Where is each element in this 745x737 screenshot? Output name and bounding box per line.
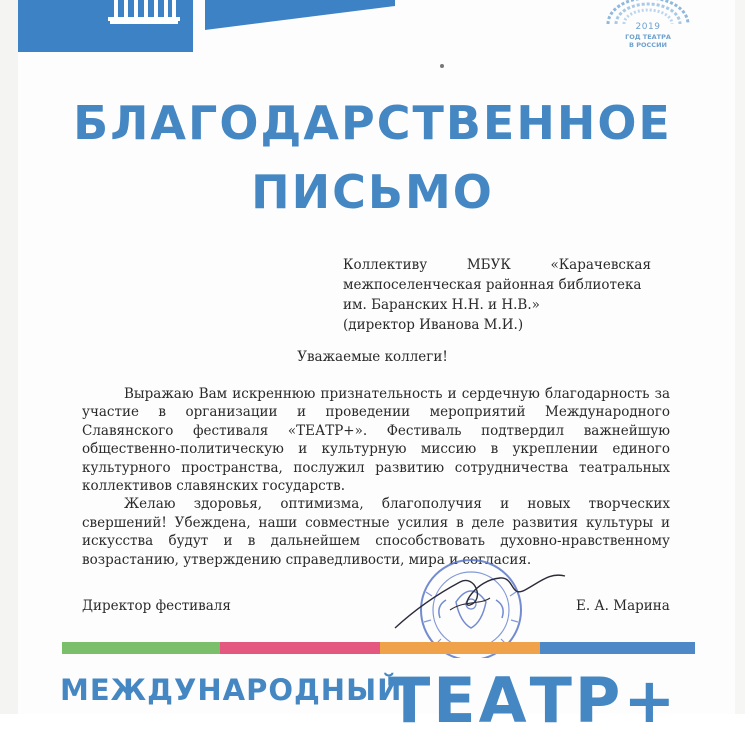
addressee-block [343,255,651,335]
theater-building-icon [108,0,180,24]
year-caption [598,33,698,49]
addressee-line1: Коллективу МБУК «Карачевская [343,257,651,273]
footer-international-word: МЕЖДУНАРОДНЫЙ [60,673,403,707]
greeting: Уважаемые коллеги! [297,349,448,365]
footer-stripe-orange [380,642,540,654]
header-blue-ribbon [205,0,395,30]
paper-speck [440,64,444,68]
theatre-arc-icon [604,0,692,24]
year-of-theatre-logo [598,0,698,60]
footer-stripe-green [62,642,220,654]
footer-stripe-blue [540,642,695,654]
addressee-line4: (директор Иванова М.И.) [343,317,524,333]
signatory-name: Е. А. Марина [576,598,670,614]
year-number: 2019 [635,22,661,32]
footer-stripe-pink [220,642,380,654]
body-paragraph-2: Желаю здоровья, оптимизма, благополучия и новых творческих свершений! Убеждена, наши совместные усилия в деле развития культуры и искусства будут и в дальнейшем способствовать духовно-нравственному возрастанию, утверждению справедливости, мира и согласия. [82,496,670,568]
body-paragraph-1: Выражаю Вам искреннюю признательность и сердечную благодарность за участие в организации и проведении мероприятий Международного Славянского фестиваля «ТЕАТР+». Фестиваль подтвердил важнейшую общественно-политическую и культурную миссию в укреплении единого культурного пространства, послужил развитию сотрудничества театральных коллективов славянских государств. [82,386,670,495]
addressee-line2: межпоселенческая районная библиотека [343,277,642,293]
year-caption-line2: В РОССИИ [629,41,667,49]
letter-body [82,385,670,569]
title-line1: БЛАГОДАРСТВЕННОЕ [73,96,672,150]
addressee-line3: им. Баранских Н.Н. и Н.В.» [343,297,540,313]
signatory-position: Директор фестиваля [82,598,231,614]
footer-festival-brand: ТЕАТР+ [388,664,679,737]
title-line2: ПИСЬМО [251,165,494,219]
handwritten-signature [390,560,590,630]
year-caption-line1: ГОД ТЕАТРА [625,33,671,41]
